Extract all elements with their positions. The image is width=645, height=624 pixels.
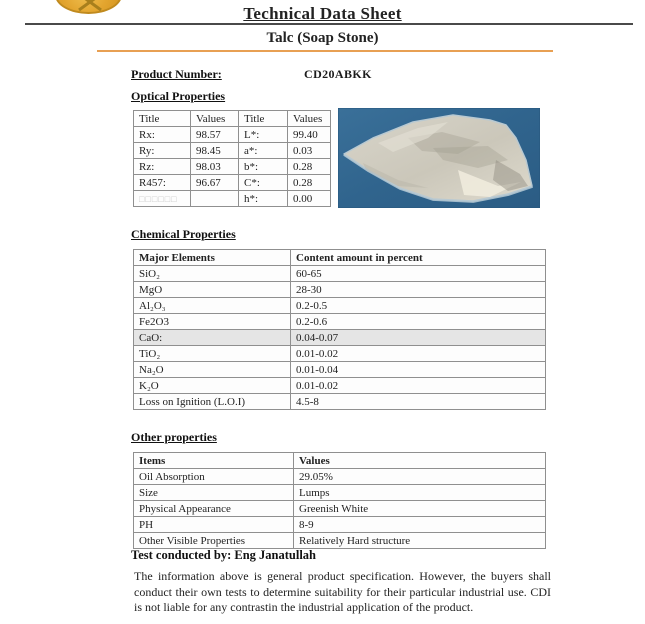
element-content: 4.5-8 bbox=[291, 394, 546, 410]
optical-cell: 0.28 bbox=[288, 159, 331, 175]
table-row bbox=[134, 346, 546, 362]
table-row bbox=[134, 298, 546, 314]
element-name: Fe2O3 bbox=[134, 314, 291, 330]
element-content: 60-65 bbox=[291, 266, 546, 282]
optical-cell: 98.03 bbox=[191, 159, 239, 175]
optical-cell: 98.57 bbox=[191, 127, 239, 143]
property-value: 8-9 bbox=[294, 517, 546, 533]
table-row bbox=[134, 533, 546, 549]
element-name: MgO bbox=[134, 282, 291, 298]
accent-divider bbox=[97, 50, 553, 52]
optical-cell: 96.67 bbox=[191, 175, 239, 191]
optical-cell: C*: bbox=[239, 175, 288, 191]
other-properties-table bbox=[133, 452, 546, 549]
product-number-value: CD20ABKK bbox=[304, 67, 372, 81]
product-photo bbox=[338, 108, 540, 208]
element-content: 0.01-0.02 bbox=[291, 346, 546, 362]
optical-cell: R457: bbox=[134, 175, 191, 191]
optical-cell: Rz: bbox=[134, 159, 191, 175]
property-name: Other Visible Properties bbox=[134, 533, 294, 549]
optical-cell: b*: bbox=[239, 159, 288, 175]
table-row bbox=[134, 314, 546, 330]
column-header: Title bbox=[239, 111, 288, 127]
element-content: 28-30 bbox=[291, 282, 546, 298]
optical-cell: 0.28 bbox=[288, 175, 331, 191]
chemical-properties-heading: Chemical Properties bbox=[131, 227, 236, 241]
table-row bbox=[134, 191, 331, 207]
element-content: 0.01-0.04 bbox=[291, 362, 546, 378]
element-content: 0.04-0.07 bbox=[291, 330, 546, 346]
column-header: Items bbox=[134, 453, 294, 469]
column-header: Values bbox=[294, 453, 546, 469]
table-row bbox=[134, 159, 331, 175]
page-title: Technical Data Sheet bbox=[243, 4, 402, 23]
element-name: TiO₂ bbox=[134, 346, 291, 362]
element-name: Loss on Ignition (L.O.I) bbox=[134, 394, 291, 410]
optical-cell: 99.40 bbox=[288, 127, 331, 143]
optical-cell: h*: bbox=[239, 191, 288, 207]
element-content: 0.2-0.5 bbox=[291, 298, 546, 314]
element-name: Al₂O₃ bbox=[134, 298, 291, 314]
chemical-properties-table bbox=[133, 249, 546, 410]
optical-cell: Rx: bbox=[134, 127, 191, 143]
table-row bbox=[134, 362, 546, 378]
element-name: SiO₂ bbox=[134, 266, 291, 282]
table-row bbox=[134, 469, 546, 485]
page-subtitle: Talc (Soap Stone) bbox=[266, 30, 379, 46]
test-conducted-by: Test conducted by: Eng Janatullah bbox=[131, 548, 316, 562]
property-value: 29.05% bbox=[294, 469, 546, 485]
table-row bbox=[134, 517, 546, 533]
optical-properties-table bbox=[133, 110, 331, 207]
optical-cell-placeholder-glyphs: □□□□□□ bbox=[134, 191, 191, 207]
table-row bbox=[134, 485, 546, 501]
table-header-row bbox=[134, 453, 546, 469]
table-row bbox=[134, 394, 546, 410]
table-row-highlighted bbox=[134, 330, 546, 346]
column-header: Title bbox=[134, 111, 191, 127]
element-content: 0.2-0.6 bbox=[291, 314, 546, 330]
product-number-label: Product Number: bbox=[131, 67, 222, 81]
optical-cell: L*: bbox=[239, 127, 288, 143]
table-row bbox=[134, 282, 546, 298]
property-value: Relatively Hard structure bbox=[294, 533, 546, 549]
column-header: Content amount in percent bbox=[291, 250, 546, 266]
table-row bbox=[134, 175, 331, 191]
column-header: Major Elements bbox=[134, 250, 291, 266]
optical-cell: a*: bbox=[239, 143, 288, 159]
element-name: CaO: bbox=[134, 330, 291, 346]
property-name: Size bbox=[134, 485, 294, 501]
optical-cell: 0.03 bbox=[288, 143, 331, 159]
property-name: Oil Absorption bbox=[134, 469, 294, 485]
element-content: 0.01-0.02 bbox=[291, 378, 546, 394]
property-value: Lumps bbox=[294, 485, 546, 501]
property-value: Greenish White bbox=[294, 501, 546, 517]
column-header: Values bbox=[288, 111, 331, 127]
element-name: Na₂O bbox=[134, 362, 291, 378]
table-row bbox=[134, 143, 331, 159]
optical-properties-heading: Optical Properties bbox=[131, 89, 226, 103]
property-name: Physical Appearance bbox=[134, 501, 294, 517]
optical-cell: Ry: bbox=[134, 143, 191, 159]
column-header: Values bbox=[191, 111, 239, 127]
title-divider bbox=[25, 23, 633, 25]
optical-cell bbox=[191, 191, 239, 207]
table-row bbox=[134, 266, 546, 282]
table-row bbox=[134, 127, 331, 143]
table-row bbox=[134, 501, 546, 517]
table-header-row bbox=[134, 111, 331, 127]
property-name: PH bbox=[134, 517, 294, 533]
disclaimer-paragraph: The information above is general product specification. However, the buyers shall conduct their own tests to determine suitability for their particular industrial use. CDI is not liable for any contrastin the industrial application of the product. bbox=[134, 569, 551, 614]
other-properties-heading: Other properties bbox=[131, 430, 217, 444]
optical-cell: 98.45 bbox=[191, 143, 239, 159]
table-header-row bbox=[134, 250, 546, 266]
optical-cell: 0.00 bbox=[288, 191, 331, 207]
table-row bbox=[134, 378, 546, 394]
element-name: K₂O bbox=[134, 378, 291, 394]
